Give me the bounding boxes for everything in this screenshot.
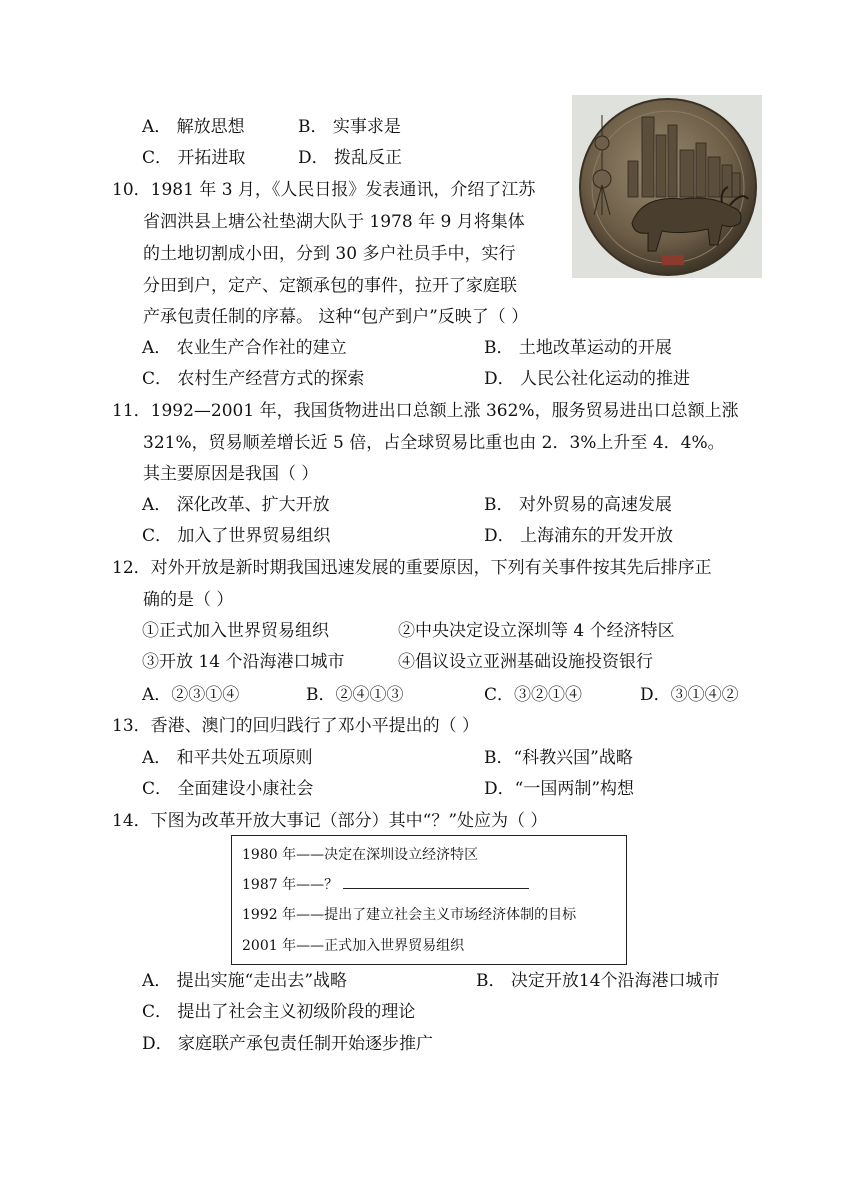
q12-item-4: ④倡议设立亚洲基础设施投资银行	[398, 652, 653, 672]
q10-stem-line-5: 产承包责任制的序幕。 这种“包产到户”反映了（ ）	[143, 307, 529, 327]
timeline-entry-1992: 1992 年——提出了建立社会主义市场经济体制的目标	[242, 907, 577, 923]
q10-stem-line-4: 分田到户，定产、定额承包的事件，拉开了家庭联	[143, 276, 517, 296]
q10-option-b: B． 土地改革运动的开展	[484, 338, 672, 358]
q12-item-2: ②中央决定设立深圳等 4 个经济特区	[398, 621, 675, 641]
q11-option-c: C． 加入了世界贸易组织	[142, 526, 331, 546]
q10-option-a: A． 农业生产合作社的建立	[142, 338, 347, 358]
q11-stem-line-1: 11．1992—2001 年，我国货物进出口总额上涨 362%，服务贸易进出口总额上涨	[112, 401, 739, 421]
q11-option-b: B． 对外贸易的高速发展	[484, 495, 672, 515]
bronze-medal-image	[572, 95, 762, 278]
q13-option-b: B．“科教兴国”战略	[484, 748, 633, 768]
q11-stem-line-3: 其主要原因是我国（ ）	[143, 464, 319, 484]
timeline-entry-2001: 2001 年——正式加入世界贸易组织	[242, 938, 465, 954]
q12-item-3: ③开放 14 个沿海港口城市	[142, 652, 345, 672]
q11-option-d: D． 上海浦东的开发开放	[484, 526, 674, 546]
q14-option-b: B． 决定开放14个沿海港口城市	[476, 971, 720, 991]
q13-option-c: C． 全面建设小康社会	[142, 779, 314, 799]
q9-option-b: B． 实事求是	[298, 117, 401, 137]
q13-option-d: D．“一国两制”构想	[484, 779, 635, 799]
q12-stem-line-2: 确的是（ ）	[143, 590, 234, 610]
q10-stem-line-2: 省泗洪县上塘公社垫湖大队于 1978 年 9 月将集体	[143, 212, 525, 232]
timeline-entry-1987: 1987 年——？	[242, 876, 529, 894]
timeline-entry-1980: 1980 年——决定在深圳设立经济特区	[242, 847, 479, 863]
q12-option-d: D．③①④②	[640, 685, 739, 705]
q9-option-a: A． 解放思想	[142, 117, 245, 137]
q10-stem-line-3: 的土地切割成小田，分到 30 多户社员手中，实行	[143, 244, 516, 264]
q11-option-a: A． 深化改革、扩大开放	[142, 495, 330, 515]
q9-option-d: D． 拨乱反正	[298, 148, 403, 168]
q14-option-c: C． 提出了社会主义初级阶段的理论	[142, 1002, 416, 1022]
q12-item-1: ①正式加入世界贸易组织	[142, 621, 329, 641]
q13-stem: 13．香港、澳门的回归践行了邓小平提出的（ ）	[112, 716, 480, 736]
q14-option-d: D． 家庭联产承包责任制开始逐步推广	[142, 1034, 434, 1054]
q14-option-a: A． 提出实施“走出去”战略	[142, 971, 348, 991]
q10-option-c: C． 农村生产经营方式的探索	[142, 369, 365, 389]
q10-stem-line-1: 10．1981 年 3 月，《人民日报》发表通讯，介绍了江苏	[112, 180, 536, 200]
q12-option-a: A．②③①④	[142, 685, 240, 705]
q12-option-c: C．③②①④	[484, 685, 583, 705]
q9-option-c: C． 开拓进取	[142, 148, 246, 168]
q14-stem: 14．下图为改革开放大事记（部分）其中“？”处应为（ ）	[112, 811, 548, 831]
q12-option-b: B．②④①③	[306, 685, 404, 705]
q11-stem-line-2: 321%，贸易顺差增长近 5 倍，占全球贸易比重也由 2．3%上升至 4．4%。	[143, 433, 725, 453]
q10-option-d: D． 人民公社化运动的推进	[484, 369, 691, 389]
q13-option-a: A． 和平共处五项原则	[142, 748, 313, 768]
q12-stem-line-1: 12．对外开放是新时期我国迅速发展的重要原因，下列有关事件按其先后排序正	[112, 558, 712, 578]
answer-blank	[343, 876, 529, 889]
